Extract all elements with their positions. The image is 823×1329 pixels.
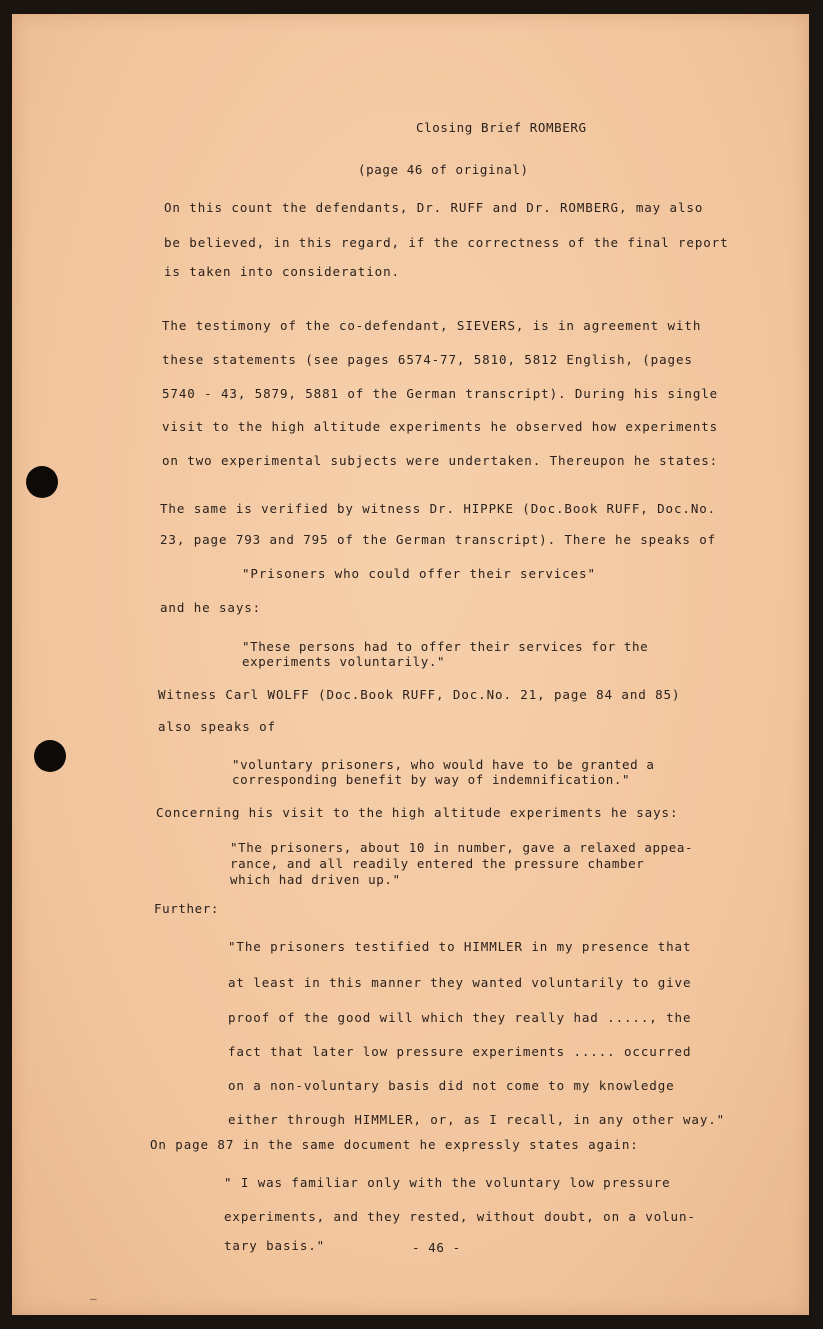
text-line-6: 5740 - 43, 5879, 5881 of the German transcript). During his single [162,386,719,401]
document-subtitle: (page 46 of original) [358,162,529,177]
text-line-32: experiments, and they rested, without doubt, on a volun- [224,1209,696,1224]
text-line-28: on a non-voluntary basis did not come to my knowledge [228,1078,675,1093]
text-line-30: On page 87 in the same document he expressly states again: [150,1137,639,1152]
text-line-19: Concerning his visit to the high altitude experiments he says: [156,805,679,820]
text-line-24: "The prisoners testified to HIMMLER in my presence that [228,939,692,954]
text-line-23: Further: [154,901,220,916]
page-number: - 46 - [412,1240,461,1255]
text-line-11: "Prisoners who could offer their services" [242,566,596,581]
text-line-1: On this count the defendants, Dr. RUFF and Dr. ROMBERG, may also [164,200,704,215]
text-line-14: experiments voluntarily." [242,654,446,669]
document-page [12,14,809,1315]
text-line-26: proof of the good will which they really had ....., the [228,1010,692,1025]
text-line-22: which had driven up." [230,872,401,887]
text-line-12: and he says: [160,600,262,615]
text-line-13: "These persons had to offer their services for the [242,639,649,654]
text-line-10: 23, page 793 and 795 of the German transcript). There he speaks of [160,532,717,547]
text-line-4: The testimony of the co-defendant, SIEVERS, is in agreement with [162,318,702,333]
text-line-21: rance, and all readily entered the pressure chamber [230,856,645,871]
text-line-20: "The prisoners, about 10 in number, gave a relaxed appea- [230,840,694,855]
punch-hole-upper [26,466,58,498]
text-line-2: be believed, in this regard, if the correctness of the final report [164,235,729,250]
punch-hole-lower [34,740,66,772]
text-line-15: Witness Carl WOLFF (Doc.Book RUFF, Doc.No. 21, page 84 and 85) [158,687,681,702]
text-line-25: at least in this manner they wanted voluntarily to give [228,975,692,990]
text-line-16: also speaks of [158,719,276,734]
text-line-17: "voluntary prisoners, who would have to be granted a [232,757,655,772]
text-line-33: tary basis." [224,1238,326,1253]
text-line-31: " I was familiar only with the voluntary low pressure [224,1175,671,1190]
ink-mark: — [90,1292,97,1305]
text-line-7: visit to the high altitude experiments he observed how experiments [162,419,719,434]
text-line-27: fact that later low pressure experiments ..... occurred [228,1044,692,1059]
text-line-18: corresponding benefit by way of indemnification." [232,772,631,787]
text-line-8: on two experimental subjects were undertaken. Thereupon he states: [162,453,719,468]
text-line-29: either through HIMMLER, or, as I recall, in any other way." [228,1112,726,1127]
text-line-9: The same is verified by witness Dr. HIPPKE (Doc.Book RUFF, Doc.No. [160,501,717,516]
text-line-5: these statements (see pages 6574-77, 5810, 5812 English, (pages [162,352,693,367]
text-line-3: is taken into consideration. [164,264,400,279]
document-title: Closing Brief ROMBERG [416,120,587,135]
